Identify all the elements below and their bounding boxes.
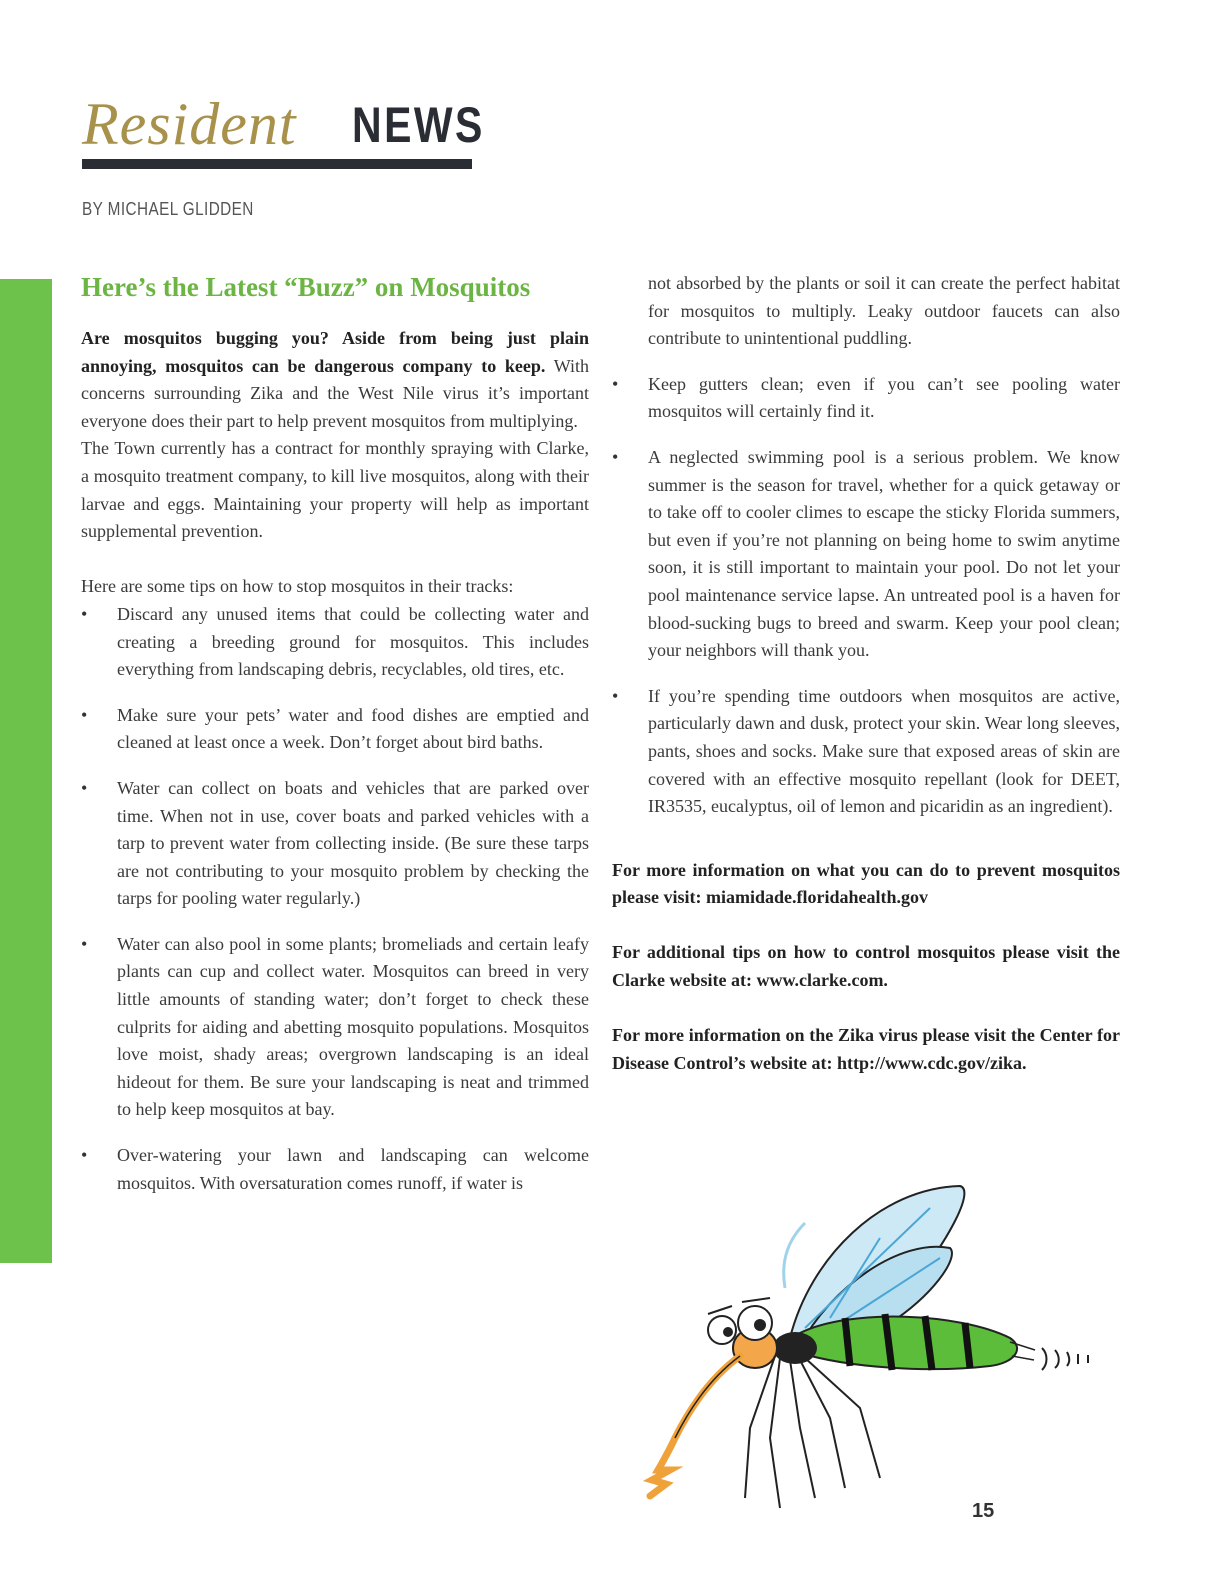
tips-intro: Here are some tips on how to stop mosquitos in their tracks: (81, 576, 514, 597)
page-number: 15 (972, 1500, 995, 1522)
list-item: • Discard any unused items that could be collecting water and creating a breeding ground for mosquitos. This includes everything from landscaping debris, recyclables, old tires, etc. (81, 601, 589, 684)
mosquito-illustration-icon (630, 1178, 1110, 1518)
list-item: • Make sure your pets’ water and food dishes are emptied and cleaned at least once a week. Don’t forget about bird baths. (81, 702, 589, 757)
lead-paragraph (81, 325, 589, 435)
right-column (612, 270, 1120, 1105)
byline: BY MICHAEL GLIDDEN (82, 199, 254, 219)
tips-list-right (612, 371, 1120, 821)
list-item: • Keep gutters clean; even if you can’t see pooling water mosquitos will certainly find it. (612, 371, 1120, 426)
list-item: • A neglected swimming pool is a serious problem. We know summer is the season for travel, whether for a quick getaway or to take off to cooler climes to escape the sticky Florida summers, but even if you’re not planning on being home to swim anytime soon, it is still important to maintain your pool. Do not let your pool maintenance service lapse. An untreated pool is a haven for blood-sucking bugs to breed and swarm. Keep your pool clean; your neighbors will thank you. (612, 444, 1120, 665)
info-cdc: For more information on the Zika virus please visit the Center for Disease Control’s website at: http://www.cdc.gov/zika. (612, 1025, 1120, 1073)
tips-list-left (81, 601, 589, 1197)
accent-sidebar-bar (0, 279, 52, 1263)
list-item: • Water can also pool in some plants; bromeliads and certain leafy plants can cup and collect water. Mosquitos can breed in very little amounts of standing water; don’t forget to check these culprits for aiding and abetting mosquito populations. Mosquitos love moist, shady areas; overgrown landscaping is an ideal hideout for them. Be sure your landscaping is neat and trimmed to help keep mosquitos at bay. (81, 931, 589, 1124)
list-item: • If you’re spending time outdoors when mosquitos are active, particularly dawn and dusk, protect your skin. Wear long sleeves, pants, shoes and socks. Make sure that exposed areas of skin are covered with an effective mosquito repellant (look for DEET, IR3535, eucalyptus, oil of lemon and picaridin as an ingredient). (612, 683, 1120, 821)
header-underline (82, 159, 472, 169)
section-header (82, 86, 485, 170)
info-floridahealth: For more information on what you can do to prevent mosquitos please visit: miamidade.floridahealth.gov (612, 859, 1120, 908)
info-clarke: For additional tips on how to control mosquitos please visit the Clarke website at: www.clarke.com. (612, 942, 1120, 991)
lead-rest: With concerns surrounding Zika and the West Nile virus it’s important everyone does their part to help prevent mosquitos from multiplying. (81, 355, 589, 431)
list-item-continued: not absorbed by the plants or soil it can create the perfect habitat for mosquitos to multiply. Leaky outdoor faucets can also contribute to unintentional puddling. (648, 273, 1120, 349)
list-item: • Water can collect on boats and vehicles that are parked over time. When not in use, cover boats and parked vehicles with a tarp to prevent water from collecting inside. (Be sure these tarps are not contributing to your mosquito problem by checking the tarps for pooling water regularly.) (81, 775, 589, 913)
lead-bold: Are mosquitos bugging you? Aside from being just plain annoying, mosquitos can be dangerous company to keep. (81, 328, 589, 376)
list-item: • Over-watering your lawn and landscaping can welcome mosquitos. With oversaturation comes runoff, if water is (81, 1142, 589, 1197)
left-column (81, 268, 589, 1215)
contract-paragraph: The Town currently has a contract for monthly spraying with Clarke, a mosquito treatment company, to kill live mosquitos, along with their larvae and eggs. Maintaining your property will help as important supplemental prevention. (81, 438, 589, 542)
section-title-bold: NEWS (352, 97, 485, 153)
section-title-script: Resident (82, 91, 297, 157)
article-headline: Here’s the Latest “Buzz” on Mosquitos (81, 272, 531, 302)
